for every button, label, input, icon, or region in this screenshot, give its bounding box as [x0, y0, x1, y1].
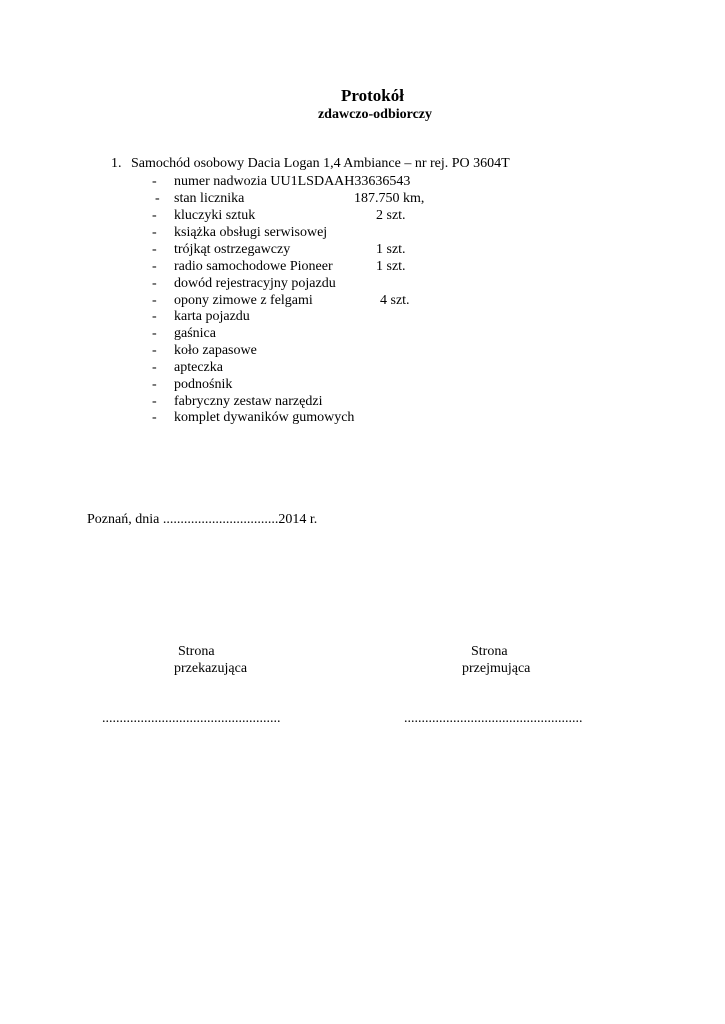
bullet-dash: -	[152, 326, 157, 341]
bullet-dash: -	[152, 343, 157, 358]
bullet-dash: -	[152, 377, 157, 392]
bullet-dash: -	[152, 309, 157, 324]
item-label: dowód rejestracyjny pojazdu	[174, 276, 336, 291]
item-value: 2 szt.	[376, 208, 406, 223]
signature-left-line1: Strona	[178, 644, 215, 659]
document-subtitle: zdawczo-odbiorczy	[317, 107, 433, 122]
item-value: 1 szt.	[376, 242, 406, 257]
bullet-dash: -	[155, 191, 160, 206]
item-label: opony zimowe z felgami	[174, 293, 313, 308]
place-and-date: Poznań, dnia .................................2014 r.	[87, 512, 318, 527]
bullet-dash: -	[152, 242, 157, 257]
signature-right-line2: przejmująca	[462, 661, 531, 676]
item-label: stan licznika	[174, 191, 245, 206]
item-label: koło zapasowe	[174, 343, 257, 358]
item-label: fabryczny zestaw narzędzi	[174, 394, 323, 409]
signature-left-dots: ...................................................	[102, 711, 281, 726]
bullet-dash: -	[152, 174, 157, 189]
item-number: 1.	[111, 156, 122, 171]
item-value: 4 szt.	[380, 293, 410, 308]
item-label: książka obsługi serwisowej	[174, 225, 328, 240]
bullet-dash: -	[152, 259, 157, 274]
signature-right-dots: ...................................................	[404, 711, 583, 726]
bullet-dash: -	[152, 410, 157, 425]
item-label: podnośnik	[174, 377, 233, 392]
signature-right-line1: Strona	[471, 644, 508, 659]
bullet-dash: -	[152, 208, 157, 223]
document-title: Protokół	[341, 86, 404, 105]
item-label: karta pojazdu	[174, 309, 250, 324]
item-label: numer nadwozia UU1LSDAAH33636543	[174, 174, 411, 189]
item-value: 1 szt.	[376, 259, 406, 274]
bullet-dash: -	[152, 394, 157, 409]
item-label: trójkąt ostrzegawczy	[174, 242, 291, 257]
bullet-dash: -	[152, 293, 157, 308]
item-label: komplet dywaników gumowych	[174, 410, 355, 425]
bullet-dash: -	[152, 225, 157, 240]
item-label: radio samochodowe Pioneer	[174, 259, 333, 274]
item-value: 187.750 km,	[354, 191, 425, 206]
bullet-dash: -	[152, 360, 157, 375]
item-label: kluczyki sztuk	[174, 208, 256, 223]
item-label: gaśnica	[174, 326, 216, 341]
vehicle-description: Samochód osobowy Dacia Logan 1,4 Ambiance – nr rej. PO 3604T	[131, 156, 510, 171]
bullet-dash: -	[152, 276, 157, 291]
item-label: apteczka	[174, 360, 223, 375]
signature-left-line2: przekazująca	[174, 661, 248, 676]
